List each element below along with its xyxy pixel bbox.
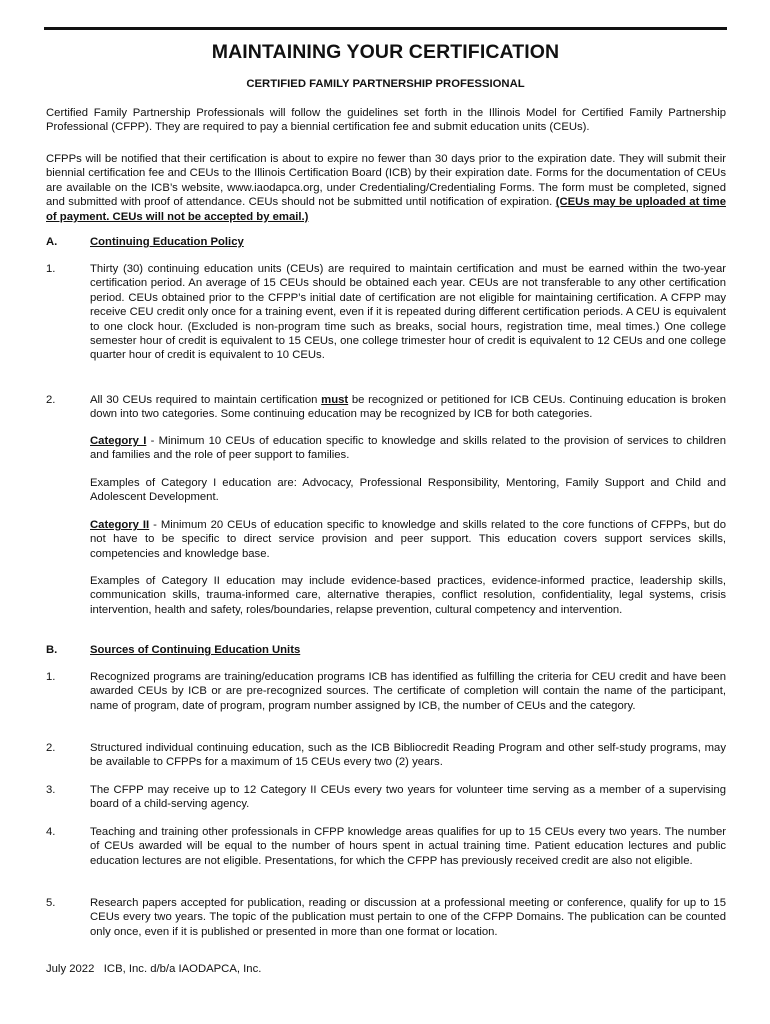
section-b-item-3-text: The CFPP may receive up to 12 Category II CEUs every two years for volunteer time serving as a member of a supervising board of a child-serving agency. [90, 784, 726, 811]
category-1-label: Category I [90, 435, 147, 447]
section-b-item-5-text: Research papers accepted for publication, reading or discussion at a professional meeting or conference, qualify for up to 15 CEUs every two years. The topic of the publication must pertain to one of the CFPP Domains. The publication can be counted only once, even if it is published or presented in more than one format or location. [90, 897, 726, 938]
category-1-examples: Examples of Category I education are: Advocacy, Professional Responsibility, Mentoring, Family Support and Child and Adolescent Development. [90, 477, 726, 504]
category-1-text: - Minimum 10 CEUs of education specific to knowledge and skills related to the provision of services to children and families and the role of peer support to families. [90, 435, 726, 462]
section-a-letter: A. [46, 236, 58, 248]
category-2-text: - Minimum 20 CEUs of education specific to knowledge and skills related to the core functions of CFPPs, but do not have to be specific to direct service provision and peer support. This education covers support services skills, competencies and knowledge base. [90, 519, 726, 560]
section-b-item-4-text: Teaching and training other professionals in CFPP knowledge areas qualifies for up to 15 CEUs every two years. The number of CEUs awarded will be equal to the number of hours spent in actual training time. Patient education lectures and public education lectures are not eligible. Presentations, for which the CFPP has previously received credit are also not eligible. [90, 826, 726, 867]
must-emphasis: must [321, 394, 349, 406]
top-rule [44, 27, 727, 30]
section-b-item-3-number: 3. [46, 784, 56, 796]
section-a-heading: Continuing Education Policy [90, 236, 244, 248]
intro-paragraph-2 [46, 152, 726, 224]
section-a-item-2-text [90, 393, 726, 422]
category-2-examples: Examples of Category II education may include evidence-based practices, evidence-informed practice, leadership skills, communication skills, trauma-informed care, alternative therapies, conflict resolution, confidentiality, legal systems, crisis intervention, health and safety, roles/boundaries, relapse prevention, cultural competency and intervention. [90, 575, 726, 616]
section-b-item-4-number: 4. [46, 826, 56, 838]
category-2-label: Category II [90, 519, 150, 531]
section-b-letter: B. [46, 644, 58, 656]
intro-paragraph-2-text: CFPPs will be notified that their certification is about to expire no fewer than 30 days prior to the expiration date. They will submit their biennial certification fee and CEUs to the Illinois Certification Board (ICB) by their expiration date. Forms for the documentation of CEUs are available on the ICB’s website, www.iaodapca.org, under Credentialing/Credentialing Forms. The form must be completed, signed and submitted with proof of attendance. CEUs should not be submitted until notification of expiration. [46, 153, 726, 209]
section-b-item-2-number: 2. [46, 742, 56, 754]
section-b-item-1-text: Recognized programs are training/education programs ICB has identified as fulfilling the criteria for CEU credit and have been awarded CEUs by ICB or are pre-recognized sources. The certificate of completion will contain the name of the participant, name of program, date of program, program number assigned by ICB, the number of CEUs and the category. [90, 671, 726, 712]
category-1-paragraph [90, 434, 726, 463]
section-a-item-1-number: 1. [46, 263, 56, 275]
section-b-item-5-number: 5. [46, 897, 56, 909]
item-2-text-before: All 30 CEUs required to maintain certification [90, 394, 322, 406]
page-title: MAINTAINING YOUR CERTIFICATION [211, 41, 560, 63]
section-b-item-1-number: 1. [46, 671, 56, 683]
item-2-text-after: be recognized or petitioned for ICB CEUs. Continuing education is broken down into two categories. Some continuing education may be recognized by ICB for both categories. [90, 394, 726, 421]
upload-notice: (CEUs may be uploaded at time of payment. CEUs will not be accepted by email.) [46, 196, 726, 223]
page-footer: July 2022 ICB, Inc. d/b/a IAODAPCA, Inc. [46, 963, 262, 975]
intro-paragraph-1: Certified Family Partnership Professionals will follow the guidelines set forth in the Illinois Model for Certified Family Partnership Professional (CFPP). They are required to pay a biennial certification fee and submit education units (CEUs). [46, 107, 726, 134]
category-2-paragraph [90, 518, 726, 561]
section-b-item-2-text: Structured individual continuing education, such as the ICB Bibliocredit Reading Program and other self-study programs, may be available to CFPPs for a maximum of 15 CEUs every two (2) years. [90, 742, 726, 769]
page-subtitle: CERTIFIED FAMILY PARTNERSHIP PROFESSIONAL [246, 78, 525, 90]
section-b-heading: Sources of Continuing Education Units [90, 644, 301, 656]
section-a-item-2-number: 2. [46, 394, 56, 406]
section-a-item-1-text: Thirty (30) continuing education units (CEUs) are required to maintain certification and must be earned within the two-year certification period. An average of 15 CEUs should be obtained each year. CEUs are not transferable to any other certification period. CEUs obtained prior to the CFPP’s initial date of certification are not eligible for maintaining certification. A CFPP may receive CEU credit only once for a training event, even if it is repeated during different certification periods. A CEU is equivalent to one clock hour. (Excluded is non-program time such as breaks, social hours, registration time, meal times.) One college semester hour of credit is equivalent to 15 CEUs, one college trimester hour of credit is equivalent to 12 CEUs and one college quarter hour of credit is equivalent to 10 CEUs. [90, 263, 726, 362]
